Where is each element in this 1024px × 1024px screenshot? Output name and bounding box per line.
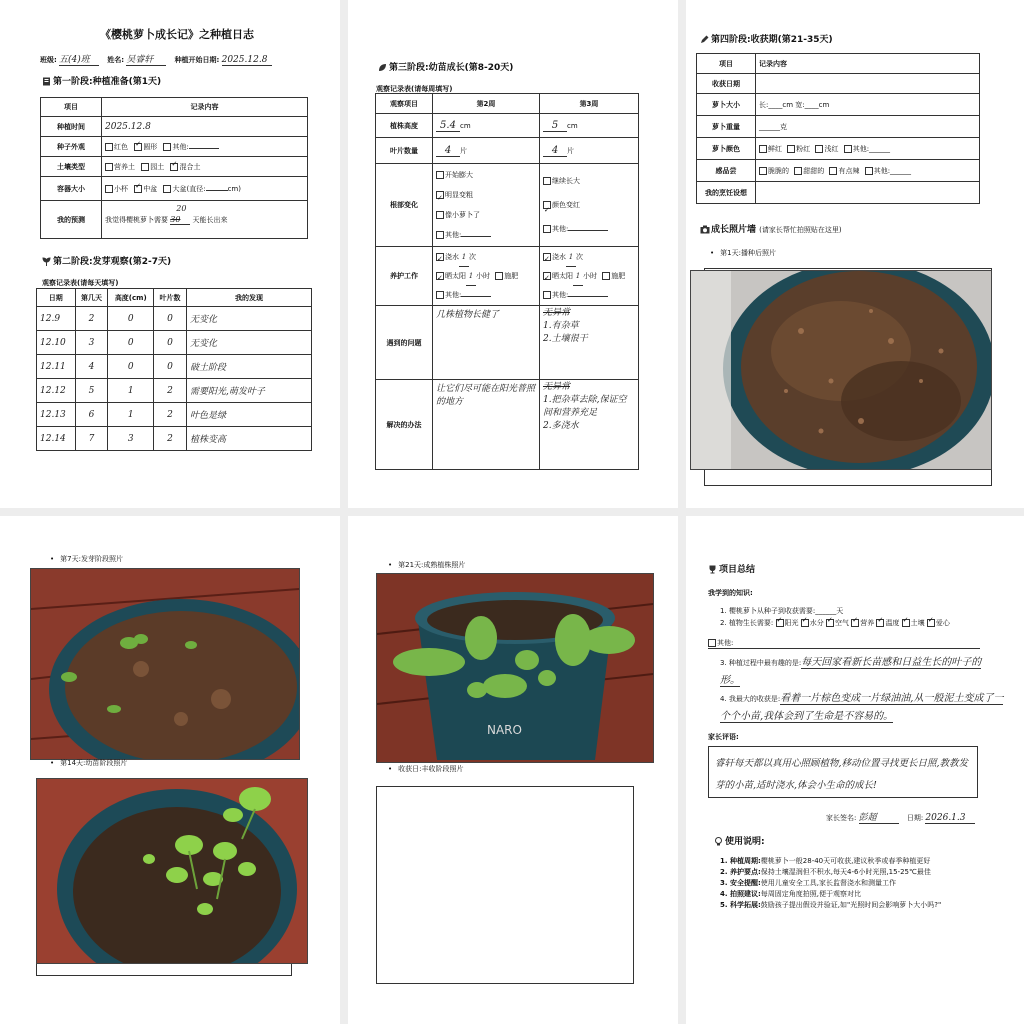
page-photos-mature <box>348 516 678 1024</box>
table-cell: 3 <box>75 331 108 355</box>
table-cell: 叶色是绿 <box>187 403 312 427</box>
checkbox-sunlight[interactable] <box>776 619 784 627</box>
photo14-caption: • 第14天:幼苗阶段照片 <box>50 758 127 768</box>
photo-day1-planted-pot <box>690 270 992 470</box>
table-cell: 0 <box>108 355 154 379</box>
care-week2: ✓浇水 1 次 ✓晒太阳 1 小时 施肥 其他: <box>433 247 540 306</box>
table-cell: 0 <box>154 307 187 331</box>
table-cell: 2 <box>75 307 108 331</box>
parent-comment-label: 家长评语: <box>708 733 739 741</box>
radish-color: 鲜红 粉红 浅红 其他:______ <box>756 138 980 160</box>
checkbox-spicy[interactable] <box>829 167 837 175</box>
usage-list <box>720 856 1014 911</box>
table-row <box>37 427 312 451</box>
checkbox-bright-red[interactable] <box>759 145 767 153</box>
table-cell: 5 <box>75 379 108 403</box>
checkbox-temperature[interactable] <box>876 619 884 627</box>
camera-icon <box>700 225 709 234</box>
pot-soil-illustration <box>691 271 991 469</box>
sprouting-observation-table: 日期 第几天 高度(cm) 叶片数 我的发现 12.9 2 0 0 无变化 12.10 3 0 0 无变化 12.11 4 0 0 破土阶段 12.12 5 1 2 需要阳光,萌发叶子 12.13 6 1 2 叶色是绿 12.14 7 3 2 植株变高 <box>36 288 312 451</box>
checkbox-red[interactable] <box>105 143 113 151</box>
photo-day14-seedling <box>36 778 308 964</box>
seed-appearance: 红色 ✓ 圆形 其他: <box>102 137 308 157</box>
learned-label: 我学到的知识: <box>708 589 753 597</box>
checkbox-keep-growing[interactable] <box>543 177 551 185</box>
stage4-heading: 第四阶段:收获期(第21-35天) <box>700 32 833 45</box>
table-cell: 1 <box>108 403 154 427</box>
taste: 脆脆的 甜甜的 有点辣 其他:______ <box>756 160 980 182</box>
stage1-heading: 第一阶段:种植准备(第1天) <box>42 74 161 87</box>
usage-item: 1. 种植周期:樱桃萝卜一般28-40天可收获,建议秋季或春季种植更好 <box>720 857 931 865</box>
class-value: 五(4)班 <box>59 52 99 66</box>
table-cell: 12.14 <box>37 427 76 451</box>
question-1: 1. 樱桃萝卜从种子到收获需要:______天 <box>720 607 844 615</box>
table-cell: 6 <box>75 403 108 427</box>
table-cell: 7 <box>75 427 108 451</box>
student-info: 班级: 五(4)班 姓名: 吴睿轩 种植开始日期: 2025.12.8 <box>40 52 330 66</box>
table-cell: 12.13 <box>37 403 76 427</box>
pencil-icon <box>700 35 709 44</box>
harvest-table: 项目 记录内容 收获日期 萝卜大小 长:____cm 宽:____cm 萝卜重量 ______克 萝卜颜色 鲜红 粉红 浅红 其他:______ 感品尝 脆脆的 甜甜的 有点辣 其他:______ 我的烹饪设想 <box>696 53 980 204</box>
page-seedling-stage <box>348 0 678 508</box>
question-4: 4. 我最大的收获是:看着一片棕色变成一片绿油油,从一般泥土变成了一个个小苗,我体会到了生命是不容易的。 <box>720 693 1004 722</box>
table-cell: 0 <box>154 355 187 379</box>
start-date-value: 2025.12.8 <box>222 55 272 66</box>
lightbulb-icon <box>714 837 723 846</box>
mature-pot-illustration <box>377 574 653 762</box>
summary-heading: 项目总结 <box>708 562 755 575</box>
log-title: 《樱桃萝卜成长记》之种植日志 <box>100 28 254 41</box>
table-row <box>37 355 312 379</box>
table-cell: 12.11 <box>37 355 76 379</box>
question-3: 3. 种植过程中最有趣的是:每天回家看新长苗感和日益生长的叶子的形。 <box>720 657 982 686</box>
checkbox-root-other-w3[interactable] <box>543 225 551 233</box>
container-size: 小杯 ✓ 中盆 大盆(直径: cm) <box>102 177 308 201</box>
table-cell: 3 <box>108 427 154 451</box>
table-cell: 4 <box>75 355 108 379</box>
checkbox-care-other-w3[interactable] <box>543 291 551 299</box>
photo21-caption: • 第21天:成熟植株照片 <box>388 560 465 570</box>
checkbox-start-swell[interactable] <box>436 171 444 179</box>
checkbox-sun-w3[interactable] <box>543 272 551 280</box>
solution-week3: 无异常 1.把杂草去除,保证空间和营养充足 2.多浇水 <box>540 380 639 470</box>
checkbox-fert-w2[interactable] <box>495 272 503 280</box>
planting-prep-table: 项目 记录内容 种植时间 2025.12.8 种子外观 红色 ✓ 圆形 其他: 土壤类型 营养土 园土 ✓ 混合土 容器大小 小杯 ✓ 中盆 大盆(直径: cm) 我的预测 我觉得樱桃萝卜需要 20 30 天能长出来 <box>40 97 308 239</box>
checkbox-light-red[interactable] <box>815 145 823 153</box>
question-2: 2. 植物生长需要: ✓ 阳光 ✓ 水分 ✓ 空气 ✓ 营养 ✓ 温度 ✓ 土壤 ✓ 爱心 <box>720 618 950 628</box>
soil-type: 营养土 园土 ✓ 混合土 <box>102 157 308 177</box>
other-line: 其他: <box>708 638 980 649</box>
table-cell: 0 <box>108 307 154 331</box>
table-row <box>37 403 312 427</box>
checkbox-mixed-soil[interactable] <box>170 163 178 171</box>
observation-caption: 观察记录表(请每天填写) <box>42 279 119 287</box>
stage3-heading: 第三阶段:幼苗成长(第8-20天) <box>378 60 513 73</box>
checkbox-care-other-w2[interactable] <box>436 291 444 299</box>
checkbox-turn-red[interactable] <box>543 201 551 209</box>
checkbox-nutrient-soil[interactable] <box>105 163 113 171</box>
table-cell: 12.9 <box>37 307 76 331</box>
checkbox-fert-w3[interactable] <box>602 272 610 280</box>
table-cell: 无变化 <box>187 331 312 355</box>
pot-brand-text: NARO <box>487 723 522 737</box>
table-cell: 破土阶段 <box>187 355 312 379</box>
table-row <box>37 307 312 331</box>
checkbox-love[interactable] <box>927 619 935 627</box>
checkbox-nutrition[interactable] <box>851 619 859 627</box>
checkbox-soil[interactable] <box>902 619 910 627</box>
checkbox-other[interactable] <box>163 143 171 151</box>
parent-comment-box: 睿轩每天都以真用心照顾植物,移动位置寻找更长日照,教教发芽的小苗,适时浇水,体会小生命的成长! <box>708 746 978 798</box>
table-cell: 12.10 <box>37 331 76 355</box>
table-cell: 需要阳光,萌发叶子 <box>187 379 312 403</box>
stage2-heading: 第二阶段:发芽观察(第2-7天) <box>42 254 171 267</box>
page-planting-log <box>0 0 340 508</box>
table-cell: 2 <box>154 379 187 403</box>
checkbox-water-w3[interactable] <box>543 253 551 261</box>
root-change-week3: 继续长大 ✓颜色变红 其他: <box>540 164 639 247</box>
table-cell: 2 <box>154 403 187 427</box>
checkbox-garden-soil[interactable] <box>141 163 149 171</box>
checkbox-sun-w2[interactable] <box>436 272 444 280</box>
weekly-caption: 观察记录表(请每周填写) <box>376 85 453 93</box>
problem-week3: 无异常 1.有杂草 2.土壤很干 <box>540 306 639 380</box>
harvest-photo-placeholder <box>376 786 634 984</box>
table-row <box>37 331 312 355</box>
checkbox-needs-other[interactable] <box>708 639 716 647</box>
usage-item: 3. 安全提醒:使用儿童安全工具,家长监督浇水和测量工作 <box>720 879 897 887</box>
checkbox-pink[interactable] <box>787 145 795 153</box>
name-value: 吴睿轩 <box>126 52 166 66</box>
table-cell: 无变化 <box>187 307 312 331</box>
checkbox-sweet[interactable] <box>794 167 802 175</box>
root-change-week2: 开始膨大 ✓明显变粗 像小萝卜了 其他: <box>433 164 540 247</box>
table-cell: 2 <box>154 427 187 451</box>
notebook-icon <box>42 77 51 86</box>
table-row <box>37 379 312 403</box>
photo7-caption: • 第7天:发芽阶段照片 <box>50 554 123 564</box>
table-cell: 12.12 <box>37 379 76 403</box>
checkbox-taste-other[interactable] <box>865 167 873 175</box>
photo-wall-heading: 成长照片墙 (请家长帮忙拍照贴在这里) <box>700 222 842 235</box>
usage-item: 5. 科学拓展:鼓励孩子提出假设并验证,如"光照时间会影响萝卜大小吗?" <box>720 901 942 909</box>
checkbox-round[interactable] <box>134 143 142 151</box>
checkbox-crisp[interactable] <box>759 167 767 175</box>
usage-item: 4. 拍照建议:每周固定角度拍照,便于观察对比 <box>720 890 862 898</box>
checkbox-root-other-w2[interactable] <box>436 231 444 239</box>
leaf-icon <box>378 63 387 72</box>
page-harvest <box>686 0 1024 508</box>
trophy-icon <box>708 565 717 574</box>
checkbox-large-pot[interactable] <box>163 185 171 193</box>
harvest-photo-caption: • 收获日:丰收阶段照片 <box>388 764 464 774</box>
seedling-pot-illustration <box>37 779 307 963</box>
page-photos-sprouting <box>0 516 340 1024</box>
table-cell: 0 <box>108 331 154 355</box>
checkbox-medium-pot[interactable] <box>134 185 142 193</box>
table-cell: 1 <box>108 379 154 403</box>
usage-heading: 使用说明: <box>714 834 765 847</box>
sprouting-pot-illustration <box>31 569 299 759</box>
checkbox-like-radish[interactable] <box>436 211 444 219</box>
photo-day7-sprouting <box>30 568 300 760</box>
parent-signature: 家长签名: 彭超 日期: 2026.1.3 <box>826 810 975 824</box>
sprout-icon <box>42 257 51 266</box>
checkbox-water[interactable] <box>801 619 809 627</box>
checkbox-color-other[interactable] <box>844 145 852 153</box>
checkbox-water-w2[interactable] <box>436 253 444 261</box>
prediction: 我觉得樱桃萝卜需要 20 30 天能长出来 <box>102 201 308 239</box>
problem-week2: 几株植物长健了 <box>433 306 540 380</box>
checkbox-thicker[interactable] <box>436 191 444 199</box>
usage-item: 2. 养护要点:保持土壤湿润但不积水,每天4-6小时光照,15-25℃最佳 <box>720 868 931 876</box>
table-cell: 植株变高 <box>187 427 312 451</box>
photo-day21-mature <box>376 573 654 763</box>
seedling-observation-table: 观察项目 第2周 第3周 植株高度 5.4 cm 5 cm 叶片数量 4 片 4 片 根部变化 开始膨大 ✓明显变粗 像小萝卜了 其他: 继续长大 ✓颜色变红 其他: 养护工作 ✓浇水 1 次 ✓晒太阳 1 小时 施肥 其他: ✓浇水 1 次 ✓晒太阳 1 小时 施肥 其他: 遇到的问题 几株植物长健了 无异常 1.有杂草 2.土壤很干 解决的办法 让它们尽可能在阳光普照的地方 无异常 1.把杂草去除,保证空间和营养充足 2.多浇水 <box>375 93 639 470</box>
page-summary <box>686 516 1024 1024</box>
solution-week2: 让它们尽可能在阳光普照的地方 <box>433 380 540 470</box>
checkbox-air[interactable] <box>826 619 834 627</box>
checkbox-small-cup[interactable] <box>105 185 113 193</box>
photo1-caption: • 第1天:播种后照片 <box>710 248 776 258</box>
care-week3: ✓浇水 1 次 ✓晒太阳 1 小时 施肥 其他: <box>540 247 639 306</box>
table-cell: 0 <box>154 331 187 355</box>
